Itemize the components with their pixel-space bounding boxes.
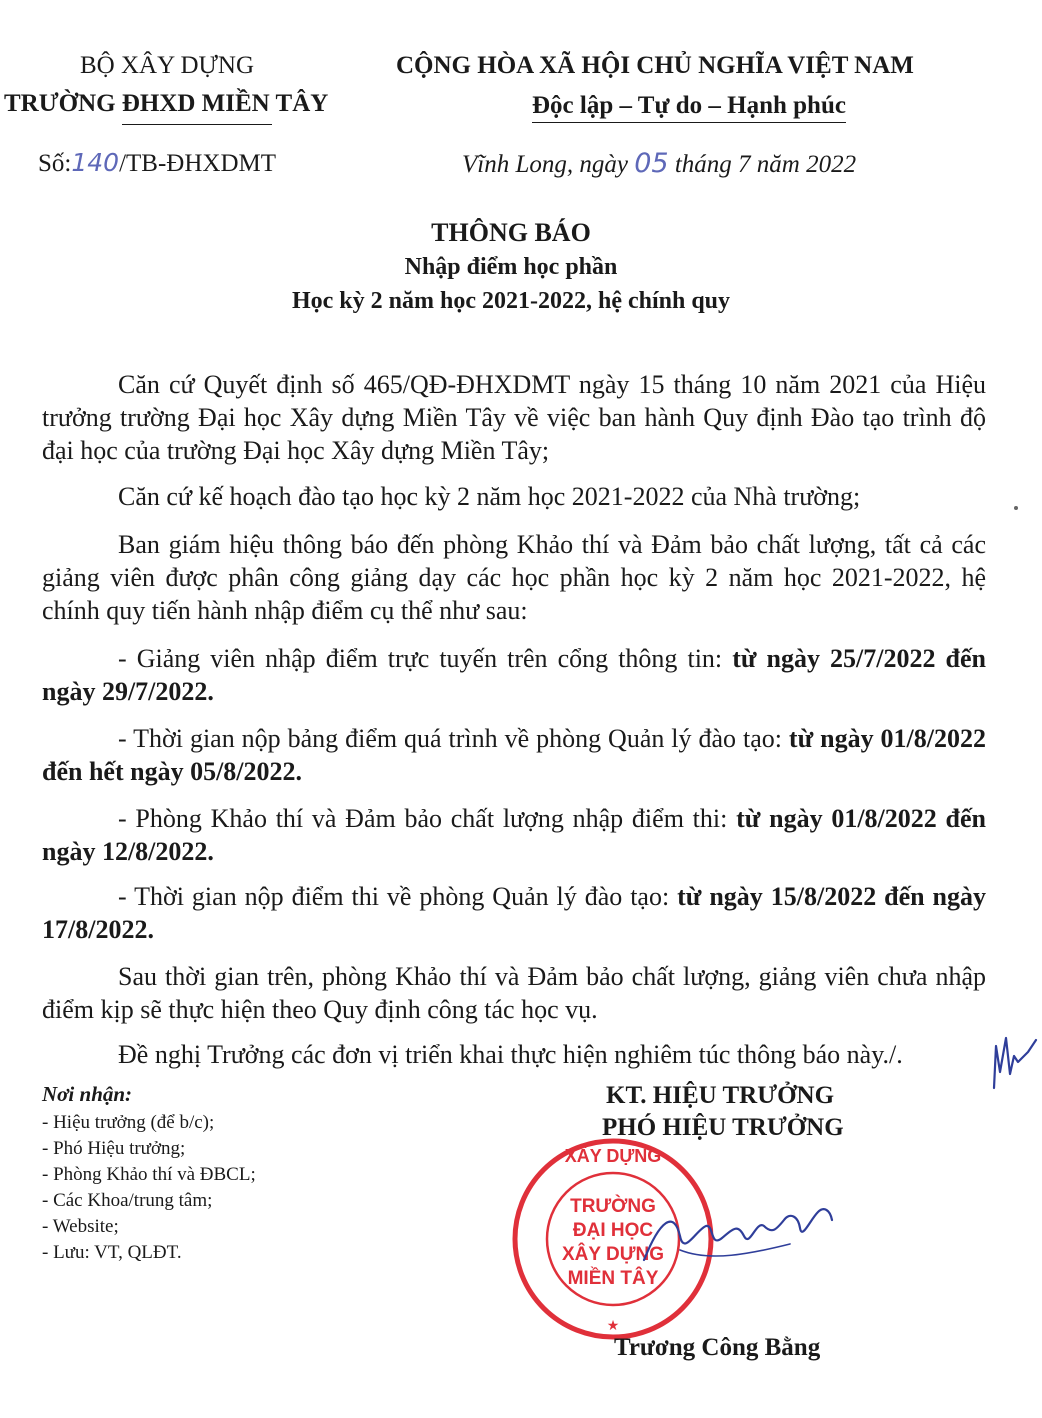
document-subtitle: Nhập điểm học phần bbox=[404, 254, 618, 280]
document-subtitle-term: Học kỳ 2 năm học 2021-2022, hệ chính quy bbox=[291, 288, 731, 314]
initials-icon bbox=[984, 1028, 1040, 1092]
recipient-item: - Phòng Khảo thí và ĐBCL; bbox=[42, 1164, 256, 1185]
list-item bbox=[42, 802, 986, 868]
paragraph-training-plan: Căn cứ kế hoạch đào tạo học kỳ 2 năm học 2021-2022 của Nhà trường; bbox=[118, 482, 861, 511]
list-item-dates: từ ngày 25/7/2022 đến ngày 29/7/2022. bbox=[42, 644, 986, 706]
list-item-dates: từ ngày 01/8/2022 đến ngày 12/8/2022. bbox=[42, 804, 986, 866]
stamp-line: MIỀN TÂY bbox=[567, 1268, 659, 1289]
recipient-item: - Các Khoa/trung tâm; bbox=[42, 1190, 213, 1211]
recipient-item: - Website; bbox=[42, 1216, 119, 1237]
list-item-dates: từ ngày 01/8/2022 đến hết ngày 05/8/2022. bbox=[42, 724, 986, 786]
list-item bbox=[42, 642, 986, 708]
school-name: TRƯỜNG ĐHXD MIỀN TÂY bbox=[4, 90, 329, 117]
list-item-text: - Phòng Khảo thí và Đảm bảo chất lượng nhập điểm thi: bbox=[118, 804, 737, 833]
recipient-item: - Phó Hiệu trưởng; bbox=[42, 1138, 186, 1159]
paragraph-legal-basis: Căn cứ Quyết định số 465/QĐ-ĐHXDMT ngày 15 tháng 10 năm 2021 của Hiệu trưởng trường Đại học Xây dựng Miền Tây về việc ban hành Quy định Đào tạo trình độ đại học của trường Đại học Xây dựng Miền Tây; bbox=[42, 370, 986, 465]
signature-title-kt: KT. HIỆU TRƯỞNG bbox=[606, 1082, 835, 1109]
document-title: THÔNG BÁO bbox=[431, 218, 591, 247]
national-motto: Độc lập – Tự do – Hạnh phúc bbox=[532, 92, 846, 123]
recipient-item: - Hiệu trưởng (để b/c); bbox=[42, 1112, 215, 1133]
list-item-text: - Thời gian nộp điểm thi về phòng Quản lý đào tạo: bbox=[118, 882, 678, 911]
stamp-ring-text: XÂY DỰNG bbox=[564, 1146, 662, 1166]
document-date bbox=[462, 148, 856, 179]
number-handwritten: 140 bbox=[71, 148, 120, 177]
document-number bbox=[38, 148, 276, 178]
ministry-name: BỘ XÂY DỰNG bbox=[80, 52, 255, 79]
stamp-line: TRƯỜNG bbox=[570, 1196, 656, 1217]
signature-title-vice: PHÓ HIỆU TRƯỞNG bbox=[602, 1114, 844, 1141]
svg-text:★: ★ bbox=[606, 1318, 620, 1334]
list-item-dates: từ ngày 15/8/2022 đến ngày 17/8/2022. bbox=[42, 882, 986, 944]
stamp-line: ĐẠI HỌC bbox=[572, 1220, 654, 1241]
paragraph-announcement: Ban giám hiệu thông báo đến phòng Khảo thí và Đảm bảo chất lượng, tất cả các giảng viên được phân công giảng dạy các học phần học kỳ 2 năm học 2021-2022, hệ chính quy tiến hành nhập điểm cụ thể như sau: bbox=[42, 530, 986, 625]
list-item-text: - Giảng viên nhập điểm trực tuyến trên cổng thông tin: bbox=[118, 644, 733, 673]
number-suffix: /TB-ĐHXDMT bbox=[119, 150, 277, 177]
signature-scribble bbox=[640, 1190, 840, 1280]
date-suffix: tháng 7 năm 2022 bbox=[674, 151, 857, 178]
list-item bbox=[42, 722, 986, 788]
signer-name: Trương Công Bằng bbox=[614, 1334, 821, 1361]
paragraph-request: Đề nghị Trưởng các đơn vị triển khai thực hiện nghiêm túc thông báo này./. bbox=[118, 1040, 903, 1069]
date-day-handwritten: 05 bbox=[634, 148, 669, 179]
list-item bbox=[42, 880, 986, 946]
recipient-item: - Lưu: VT, QLĐT. bbox=[42, 1242, 182, 1263]
date-prefix: Vĩnh Long, ngày bbox=[462, 151, 628, 178]
school-name-underline bbox=[122, 124, 272, 125]
stamp-line: XÂY DỰNG bbox=[562, 1244, 664, 1265]
number-prefix: Số: bbox=[38, 150, 72, 177]
scan-speck bbox=[1014, 506, 1018, 510]
list-item-text: - Thời gian nộp bảng điểm quá trình về phòng Quản lý đào tạo: bbox=[118, 724, 789, 753]
recipients-title: Nơi nhận: bbox=[42, 1082, 133, 1106]
paragraph-after-deadline: Sau thời gian trên, phòng Khảo thí và Đảm bảo chất lượng, giảng viên chưa nhập điểm kịp sẽ thực hiện theo Quy định công tác học vụ. bbox=[42, 962, 986, 1024]
country-name: CỘNG HÒA XÃ HỘI CHỦ NGHĨA VIỆT NAM bbox=[396, 52, 914, 79]
